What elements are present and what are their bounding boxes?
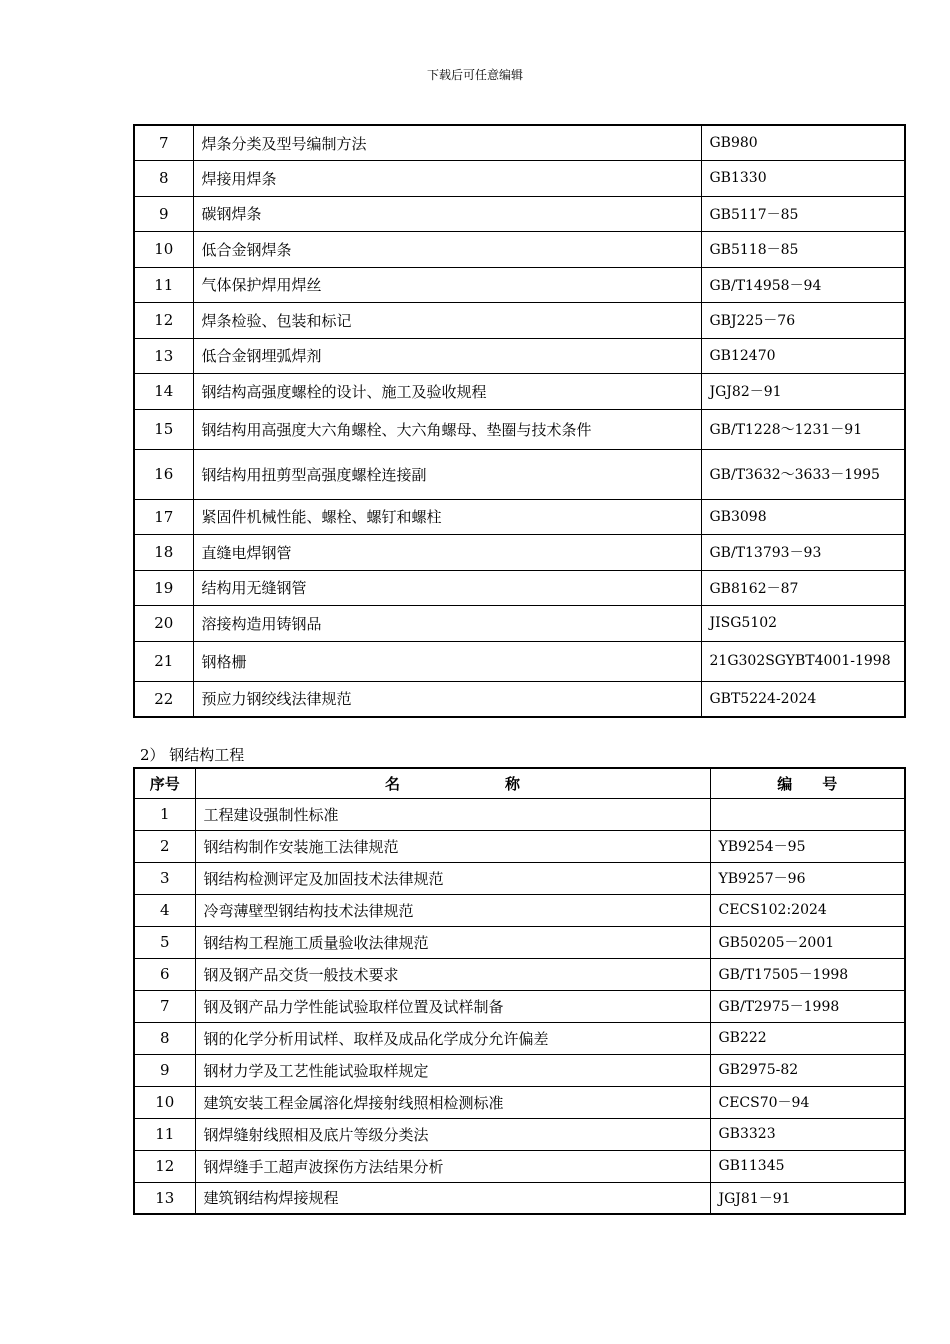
- header-code: 编 号: [710, 768, 905, 798]
- row-number: 8: [134, 1022, 195, 1054]
- row-code: [710, 798, 905, 830]
- standards-table-2: [133, 767, 906, 1215]
- row-number: 19: [134, 570, 193, 606]
- row-code: 21G302SGYBT4001-1998: [701, 641, 905, 681]
- row-number: 10: [134, 232, 193, 268]
- table-row: [134, 196, 905, 232]
- row-name: 紧固件机械性能、螺栓、螺钉和螺柱: [193, 499, 701, 535]
- header-name: 名 称: [195, 768, 710, 798]
- standards-table-1: [133, 124, 906, 718]
- row-number: 6: [134, 958, 195, 990]
- row-code: GB11345: [710, 1150, 905, 1182]
- row-number: 1: [134, 798, 195, 830]
- row-name: 钢结构制作安装施工法律规范: [195, 830, 710, 862]
- row-name: 低合金钢焊条: [193, 232, 701, 268]
- table-row: [134, 232, 905, 268]
- row-number: 12: [134, 1150, 195, 1182]
- row-number: 15: [134, 409, 193, 449]
- row-name: 钢及钢产品交货一般技术要求: [195, 958, 710, 990]
- row-code: GB980: [701, 125, 905, 161]
- table-row: [134, 1182, 905, 1214]
- row-name: 焊条检验、包装和标记: [193, 303, 701, 339]
- table-row: [134, 1086, 905, 1118]
- table-row: [134, 161, 905, 197]
- row-number: 13: [134, 1182, 195, 1214]
- row-code: GB12470: [701, 338, 905, 374]
- row-name: 结构用无缝钢管: [193, 570, 701, 606]
- table-row: [134, 894, 905, 926]
- row-code: JISG5102: [701, 606, 905, 642]
- row-name: 建筑安装工程金属溶化焊接射线照相检测标准: [195, 1086, 710, 1118]
- row-name: 焊条分类及型号编制方法: [193, 125, 701, 161]
- row-number: 9: [134, 196, 193, 232]
- row-number: 2: [134, 830, 195, 862]
- table-row: [134, 862, 905, 894]
- row-code: GB/T17505－1998: [710, 958, 905, 990]
- table-row: [134, 1150, 905, 1182]
- row-name: 直缝电焊钢管: [193, 535, 701, 571]
- row-number: 11: [134, 1118, 195, 1150]
- header-no: 序号: [134, 768, 195, 798]
- table-row: [134, 1054, 905, 1086]
- row-number: 5: [134, 926, 195, 958]
- row-number: 17: [134, 499, 193, 535]
- table-row: [134, 606, 905, 642]
- section-heading: 2） 钢结构工程: [140, 746, 245, 764]
- row-number: 7: [134, 990, 195, 1022]
- row-name: 碳钢焊条: [193, 196, 701, 232]
- row-code: GB3098: [701, 499, 905, 535]
- row-name: 钢格栅: [193, 641, 701, 681]
- row-code: GB/T14958－94: [701, 267, 905, 303]
- row-name: 冷弯薄壁型钢结构技术法律规范: [195, 894, 710, 926]
- table-row: [134, 449, 905, 499]
- row-number: 18: [134, 535, 193, 571]
- row-number: 14: [134, 374, 193, 410]
- row-code: GB5118－85: [701, 232, 905, 268]
- row-name: 钢结构高强度螺栓的设计、施工及验收规程: [193, 374, 701, 410]
- row-number: 3: [134, 862, 195, 894]
- table-row: [134, 303, 905, 339]
- row-number: 22: [134, 681, 193, 717]
- row-name: 溶接构造用铸钢品: [193, 606, 701, 642]
- row-name: 钢结构工程施工质量验收法律规范: [195, 926, 710, 958]
- row-code: YB9257－96: [710, 862, 905, 894]
- row-code: GB/T1228～1231－91: [701, 409, 905, 449]
- row-code: GB50205－2001: [710, 926, 905, 958]
- table-row: [134, 990, 905, 1022]
- row-number: 9: [134, 1054, 195, 1086]
- row-code: CECS102:2024: [710, 894, 905, 926]
- table-row: [134, 570, 905, 606]
- row-name: 钢焊缝射线照相及底片等级分类法: [195, 1118, 710, 1150]
- table-row: [134, 1022, 905, 1054]
- row-name: 钢材力学及工艺性能试验取样规定: [195, 1054, 710, 1086]
- row-name: 钢结构用扭剪型高强度螺栓连接副: [193, 449, 701, 499]
- row-code: GB222: [710, 1022, 905, 1054]
- row-code: GB/T3632～3633－1995: [701, 449, 905, 499]
- row-code: JGJ82－91: [701, 374, 905, 410]
- row-name: 钢焊缝手工超声波探伤方法结果分析: [195, 1150, 710, 1182]
- table-row: [134, 1118, 905, 1150]
- table-row: [134, 926, 905, 958]
- page-header: 下载后可任意编辑: [426, 68, 523, 82]
- row-number: 10: [134, 1086, 195, 1118]
- row-name: 钢的化学分析用试样、取样及成品化学成分允许偏差: [195, 1022, 710, 1054]
- row-code: GB/T2975－1998: [710, 990, 905, 1022]
- table-row: [134, 798, 905, 830]
- table-row: [134, 535, 905, 571]
- row-code: GB/T13793－93: [701, 535, 905, 571]
- table-row: [134, 958, 905, 990]
- table-row: [134, 830, 905, 862]
- row-number: 13: [134, 338, 193, 374]
- row-name: 低合金钢埋弧焊剂: [193, 338, 701, 374]
- table-row: [134, 338, 905, 374]
- table-row: [134, 499, 905, 535]
- row-code: GB5117－85: [701, 196, 905, 232]
- row-name: 建筑钢结构焊接规程: [195, 1182, 710, 1214]
- table-row: [134, 125, 905, 161]
- table-header-row: [134, 768, 905, 798]
- row-number: 20: [134, 606, 193, 642]
- row-number: 16: [134, 449, 193, 499]
- row-code: JGJ81－91: [710, 1182, 905, 1214]
- row-number: 12: [134, 303, 193, 339]
- row-code: GBJ225－76: [701, 303, 905, 339]
- row-name: 工程建设强制性标准: [195, 798, 710, 830]
- row-number: 8: [134, 161, 193, 197]
- row-code: YB9254－95: [710, 830, 905, 862]
- row-name: 气体保护焊用焊丝: [193, 267, 701, 303]
- table-row: [134, 374, 905, 410]
- row-code: GB1330: [701, 161, 905, 197]
- table-row: [134, 681, 905, 717]
- table-row: [134, 409, 905, 449]
- table-row: [134, 641, 905, 681]
- row-number: 11: [134, 267, 193, 303]
- table-row: [134, 267, 905, 303]
- row-name: 钢结构检测评定及加固技术法律规范: [195, 862, 710, 894]
- row-name: 钢及钢产品力学性能试验取样位置及试样制备: [195, 990, 710, 1022]
- row-code: GB3323: [710, 1118, 905, 1150]
- row-name: 焊接用焊条: [193, 161, 701, 197]
- row-number: 7: [134, 125, 193, 161]
- row-code: CECS70－94: [710, 1086, 905, 1118]
- row-number: 21: [134, 641, 193, 681]
- row-code: GB8162－87: [701, 570, 905, 606]
- row-code: GB2975-82: [710, 1054, 905, 1086]
- row-number: 4: [134, 894, 195, 926]
- row-name: 预应力钢绞线法律规范: [193, 681, 701, 717]
- row-name: 钢结构用高强度大六角螺栓、大六角螺母、垫圈与技术条件: [193, 409, 701, 449]
- row-code: GBT5224-2024: [701, 681, 905, 717]
